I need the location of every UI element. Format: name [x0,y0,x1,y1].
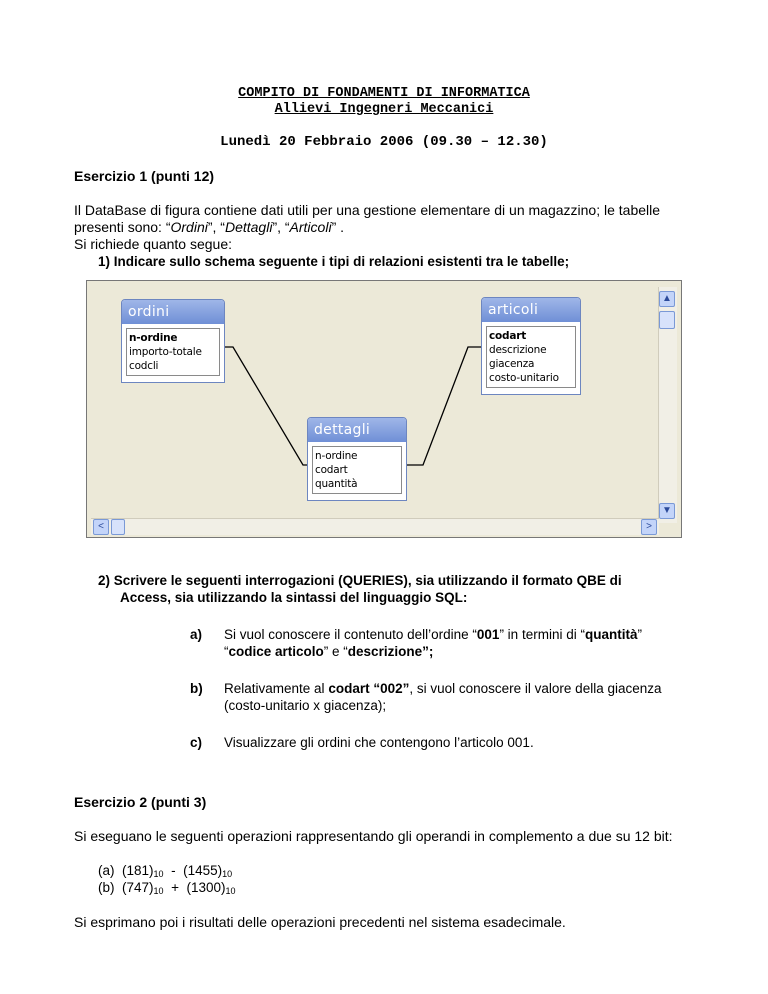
scroll-up-icon[interactable]: ▲ [659,291,675,307]
item-line [224,643,710,660]
exercise-2-heading: Esercizio 2 (punti 3) [74,794,207,810]
text: 10 [225,886,236,896]
page-subtitle: Allievi Ingegneri Meccanici [274,102,494,117]
field-list [126,328,220,376]
exam-date: Lunedì 20 Febbraio 2006 (09.30 – 12.30) [220,134,548,150]
text: “ [224,644,229,659]
text: (1300) [186,880,226,895]
question-2-line-1: 2) Scrivere le seguenti interrogazioni (QUERIES), sia utilizzando il formato QBE di [98,573,622,588]
exercise-1-intro [74,202,714,253]
item-line [224,626,710,643]
table-name-ordini: Ordini [170,219,208,235]
item-label: b) [190,681,203,696]
field[interactable]: quantità [315,478,358,490]
question-2 [98,572,718,606]
text: (a) [98,863,115,878]
table-articoli[interactable] [481,297,581,395]
horizontal-scrollbar[interactable] [91,518,659,535]
operation-b [98,879,236,900]
table-name-articoli: Articoli [289,219,332,235]
text: , si vuol conoscere il valore della giacenza [409,681,662,696]
text: ”, “ [207,219,225,235]
intro-line-2 [74,219,714,236]
item-label: a) [190,627,203,642]
scroll-down-icon[interactable]: ▼ [659,503,675,519]
table-title: articoli [482,298,580,322]
text: ” e “ [323,644,348,659]
item-text: Visualizzare gli ordini che contengono l’articolo 001. [224,735,534,750]
text: (1455) [183,863,223,878]
item-text [190,626,710,660]
field[interactable]: descrizione [489,344,547,356]
text: Si vuol conoscere il contenuto dell’ordine “ [224,627,477,642]
text: ” in termini di “ [499,627,585,642]
item-label: c) [190,735,203,750]
page-title: COMPITO DI FONDAMENTI DI INFORMATICA [238,86,530,101]
intro-line-1: Il DataBase di figura contiene dati utili per una gestione elementare di un magazzino; le tabelle [74,202,661,218]
text: 10 [222,869,233,879]
text: presenti sono: “ [74,219,171,235]
text: 10 [153,869,164,879]
text: Relativamente al [224,681,329,696]
scroll-thumb[interactable] [659,311,675,329]
scroll-right-icon[interactable]: > [641,519,657,535]
field[interactable]: codart [315,464,348,476]
vertical-scrollbar[interactable] [658,287,677,523]
text: ” . [331,219,345,235]
scroll-left-icon[interactable]: < [93,519,109,535]
table-title: dettagli [308,418,406,442]
field[interactable]: importo-totale [129,346,202,358]
subquestion-c [190,734,710,751]
text: 10 [153,886,164,896]
text: descrizione”; [347,644,434,659]
text: (b) [98,880,115,895]
intro-line-3: Si richiede quanto segue: [74,236,232,252]
field-primary-key[interactable]: codart [489,330,527,342]
item-text [190,680,710,714]
text: codice articolo [228,644,324,659]
text: codart “002” [328,681,410,696]
question-1: 1) Indicare sullo schema seguente i tipi di relazioni esistenti tra le tabelle; [98,254,570,269]
field[interactable]: costo-unitario [489,372,559,384]
table-title: ordini [122,300,224,324]
text: 001 [476,627,500,642]
text: + [167,880,183,895]
text: (181) [122,863,154,878]
exercise-2-closing: Si esprimano poi i risultati delle operazioni precedenti nel sistema esadecimale. [74,914,566,930]
question-2-line-2: Access, sia utilizzando la sintassi del linguaggio SQL: [120,590,468,605]
table-dettagli[interactable] [307,417,407,501]
subquestion-a [190,626,710,660]
text: ” [637,627,642,642]
item-line [224,680,710,697]
text: (747) [122,880,154,895]
table-name-dettagli: Dettagli [224,219,273,235]
item-line: (costo-unitario x giacenza); [224,698,387,713]
relation-articoli-dettagli [403,347,487,465]
field-list [486,326,576,388]
field[interactable]: codcli [129,360,159,372]
relationship-canvas [93,289,655,519]
exercise-1-heading: Esercizio 1 (punti 12) [74,168,215,184]
field[interactable]: n-ordine [315,450,358,462]
table-ordini[interactable] [121,299,225,383]
text: ”, “ [272,219,290,235]
scroll-thumb[interactable] [111,519,125,535]
text: - [167,863,180,878]
text: quantità [584,627,638,642]
field-primary-key[interactable]: n-ordine [129,332,178,344]
database-schema-screenshot [86,280,682,538]
relation-ordini-dettagli [223,347,315,465]
subquestion-b [190,680,710,714]
field-list [312,446,402,494]
exercise-2-intro: Si eseguano le seguenti operazioni rappresentando gli operandi in complemento a due su 12 bit: [74,828,673,844]
field[interactable]: giacenza [489,358,535,370]
